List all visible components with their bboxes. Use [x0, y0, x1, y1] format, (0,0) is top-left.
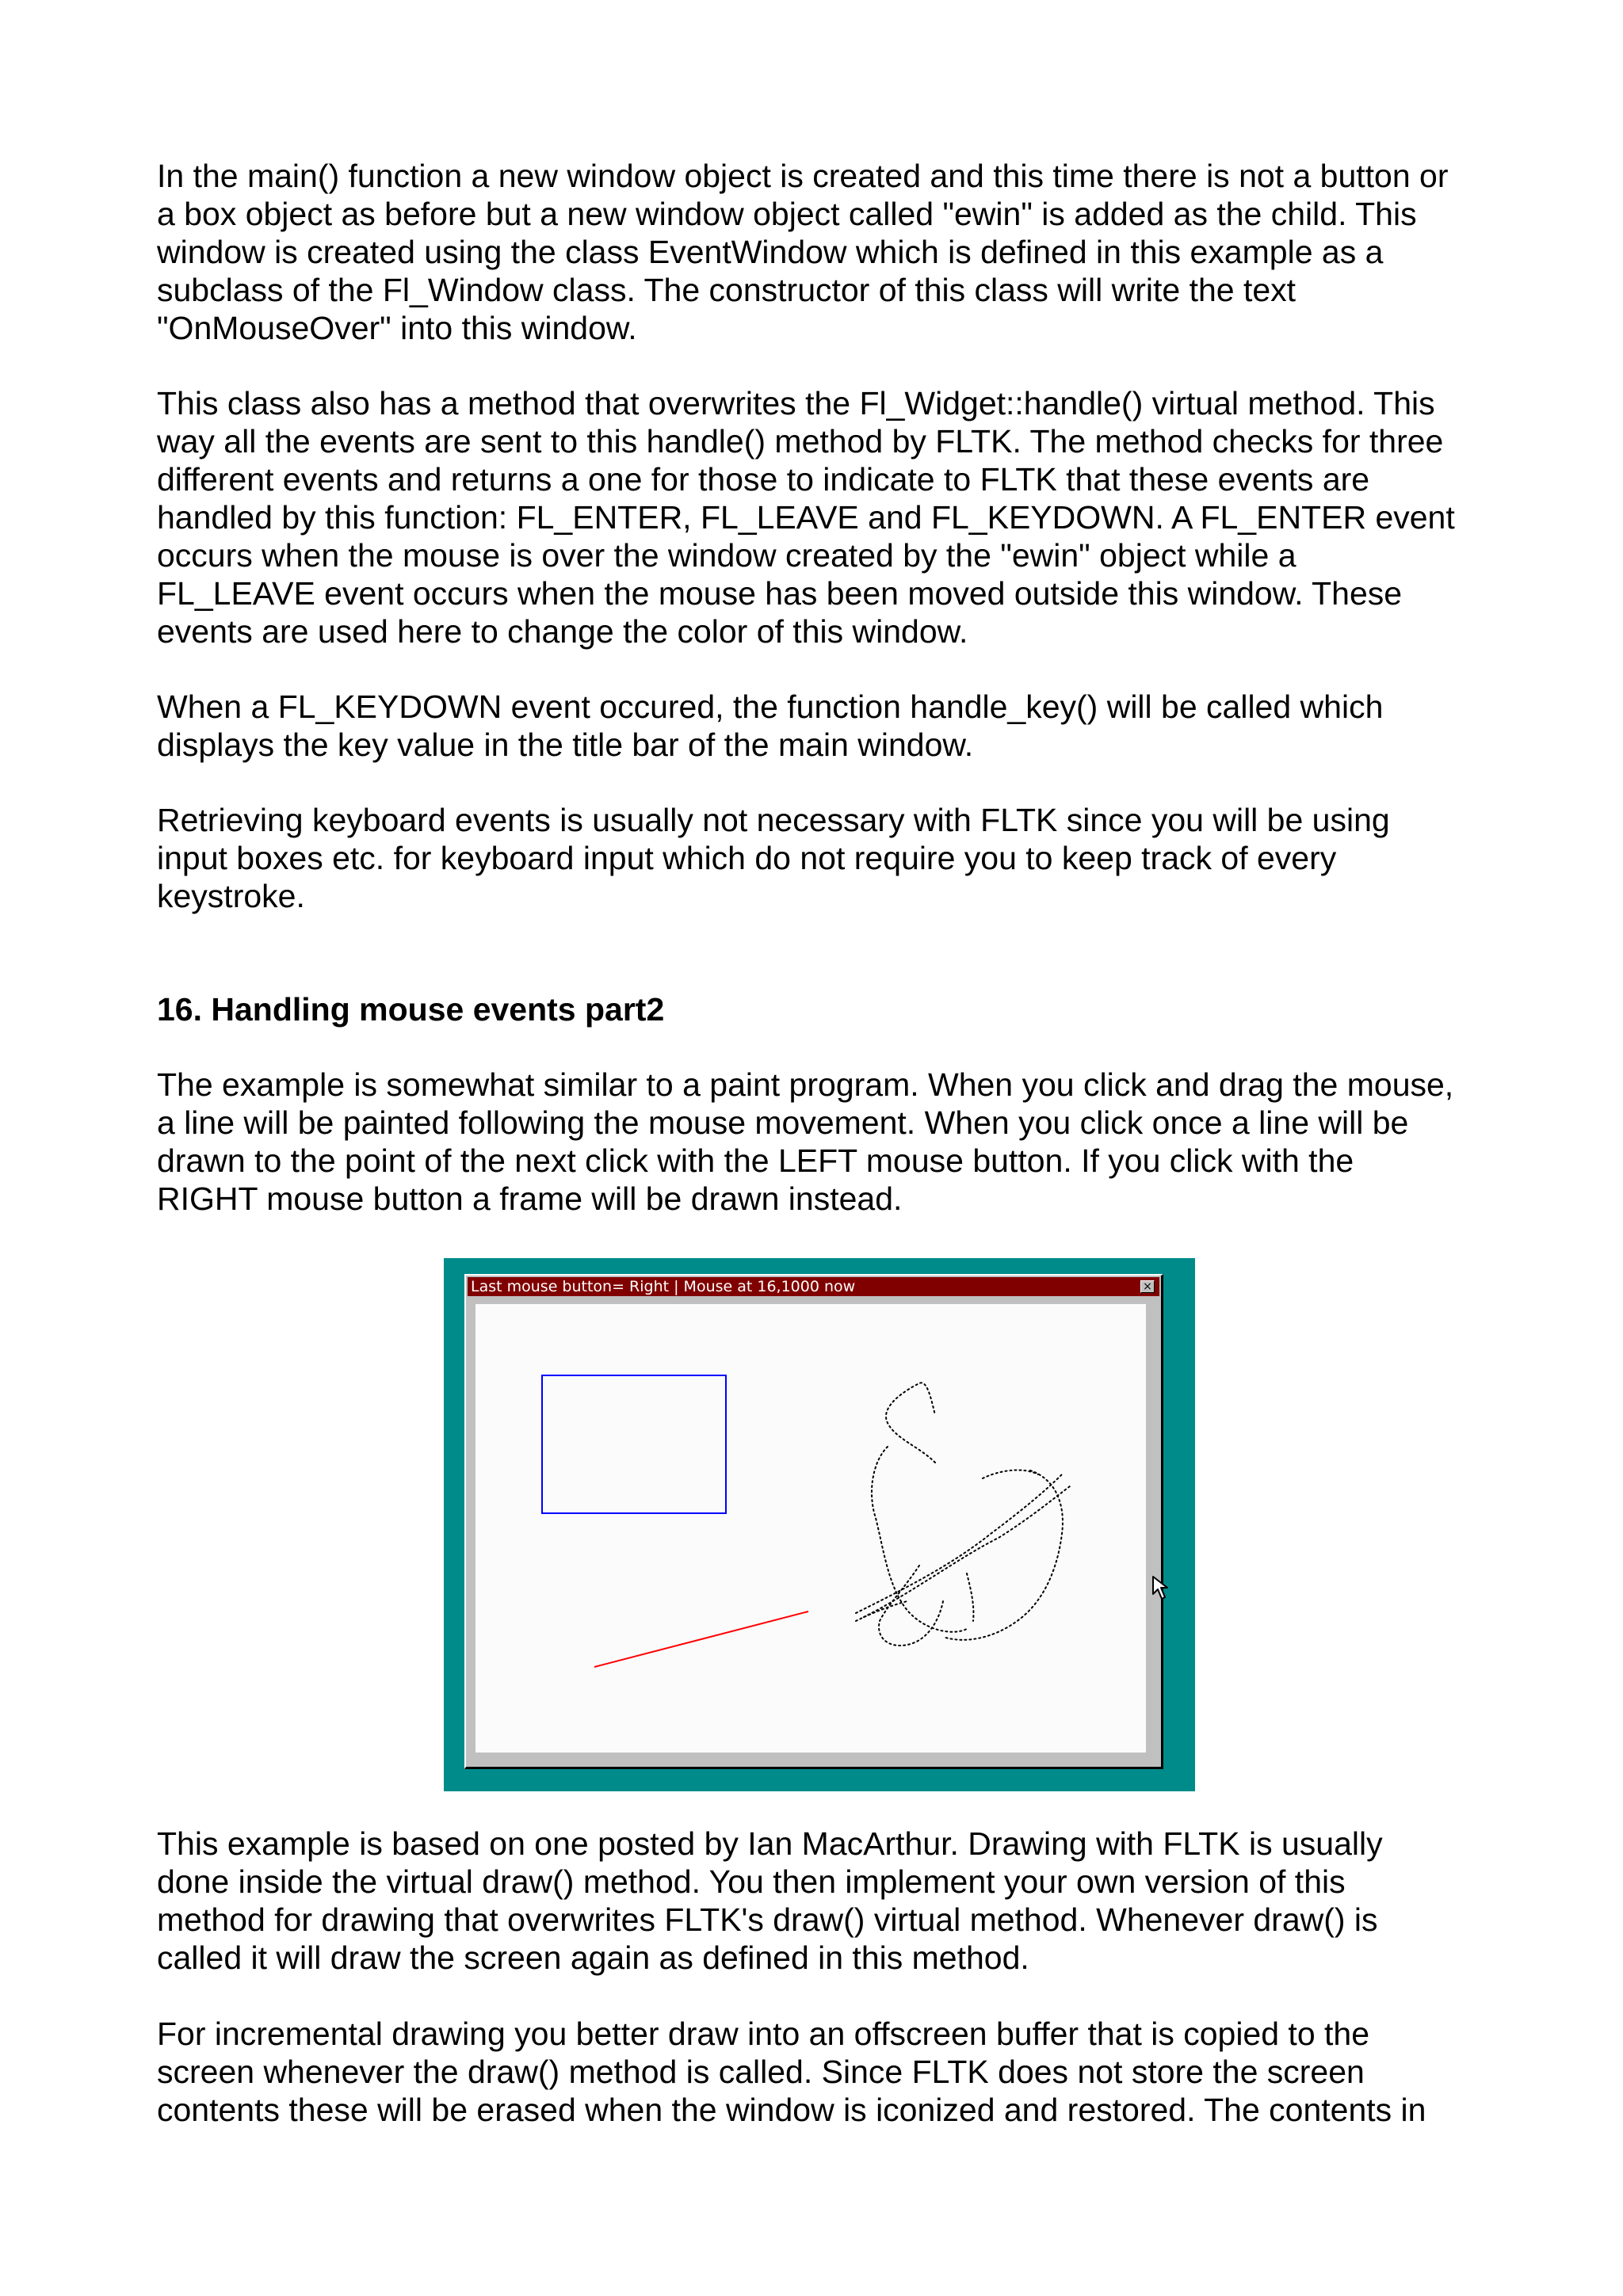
window-titlebar[interactable] [468, 1277, 1159, 1296]
paragraph-keyboard-events: Retrieving keyboard events is usually not necessary with FLTK since you will be using input boxes etc. for keyboard input which do not require you to keep track of every keystroke. [157, 802, 1390, 914]
freehand-scribble [856, 1383, 1070, 1646]
paragraph-handle-method: This class also has a method that overwrites the Fl_Widget::handle() virtual method. This way all the events are sent to this handle() method by FLTK. The method checks for three different events and returns a one for those to indicate to FLTK that these events are handled by this function: FL_ENTER, FL_LEAVE and FL_KEYDOWN. A FL_ENTER event occurs when the mouse is over the window created by the "ewin" object while a FL_LEAVE event occurs when the mouse has been moved outside this window. These events are used here to change the color of this window. [157, 385, 1455, 650]
window-title: Last mouse button= Right | Mouse at 16,1000 now [471, 1278, 856, 1295]
paragraph-main-function: In the main() function a new window object is created and this time there is not a button or a box object as before but a new window object called "ewin" is added as the child. This window is created using the class EventWindow which is defined in this example as a subclass of the Fl_Window class. The constructor of this class will write the text "OnMouseOver" into this window. [157, 158, 1449, 346]
paragraph-draw-method: This example is based on one posted by Ian MacArthur. Drawing with FLTK is usually done inside the virtual draw() method. You then implement your own version of this method for drawing that overwrites FLTK's draw() virtual method. Whenever draw() is called it will draw the screen again as defined in this method. [157, 1825, 1383, 1976]
mouse-pointer-icon [1151, 1575, 1175, 1602]
drawn-frame [542, 1375, 726, 1513]
screenshot-figure [444, 1258, 1195, 1791]
app-window [464, 1274, 1163, 1769]
section-heading: 16. Handling mouse events part2 [157, 991, 665, 1028]
paragraph-offscreen-buffer: For incremental drawing you better draw into an offscreen buffer that is copied to the screen whenever the draw() method is called. Since FLTK does not store the screen contents these will be erased when the window is iconized and restored. The contents in [157, 2016, 1426, 2128]
close-icon[interactable]: × [1140, 1280, 1155, 1293]
drawn-line [594, 1611, 808, 1667]
paragraph-keydown: When a FL_KEYDOWN event occured, the function handle_key() will be called which displays the key value in the title bar of the main window. [157, 688, 1384, 763]
drawing-surface [475, 1304, 1146, 1753]
paragraph-paint-program: The example is somewhat similar to a paint program. When you click and drag the mouse, a line will be painted following the mouse movement. When you click once a line will be drawn to the point of the next click with the LEFT mouse button. If you click with the RIGHT mouse button a frame will be drawn instead. [157, 1066, 1454, 1217]
drawing-canvas[interactable] [475, 1304, 1146, 1753]
